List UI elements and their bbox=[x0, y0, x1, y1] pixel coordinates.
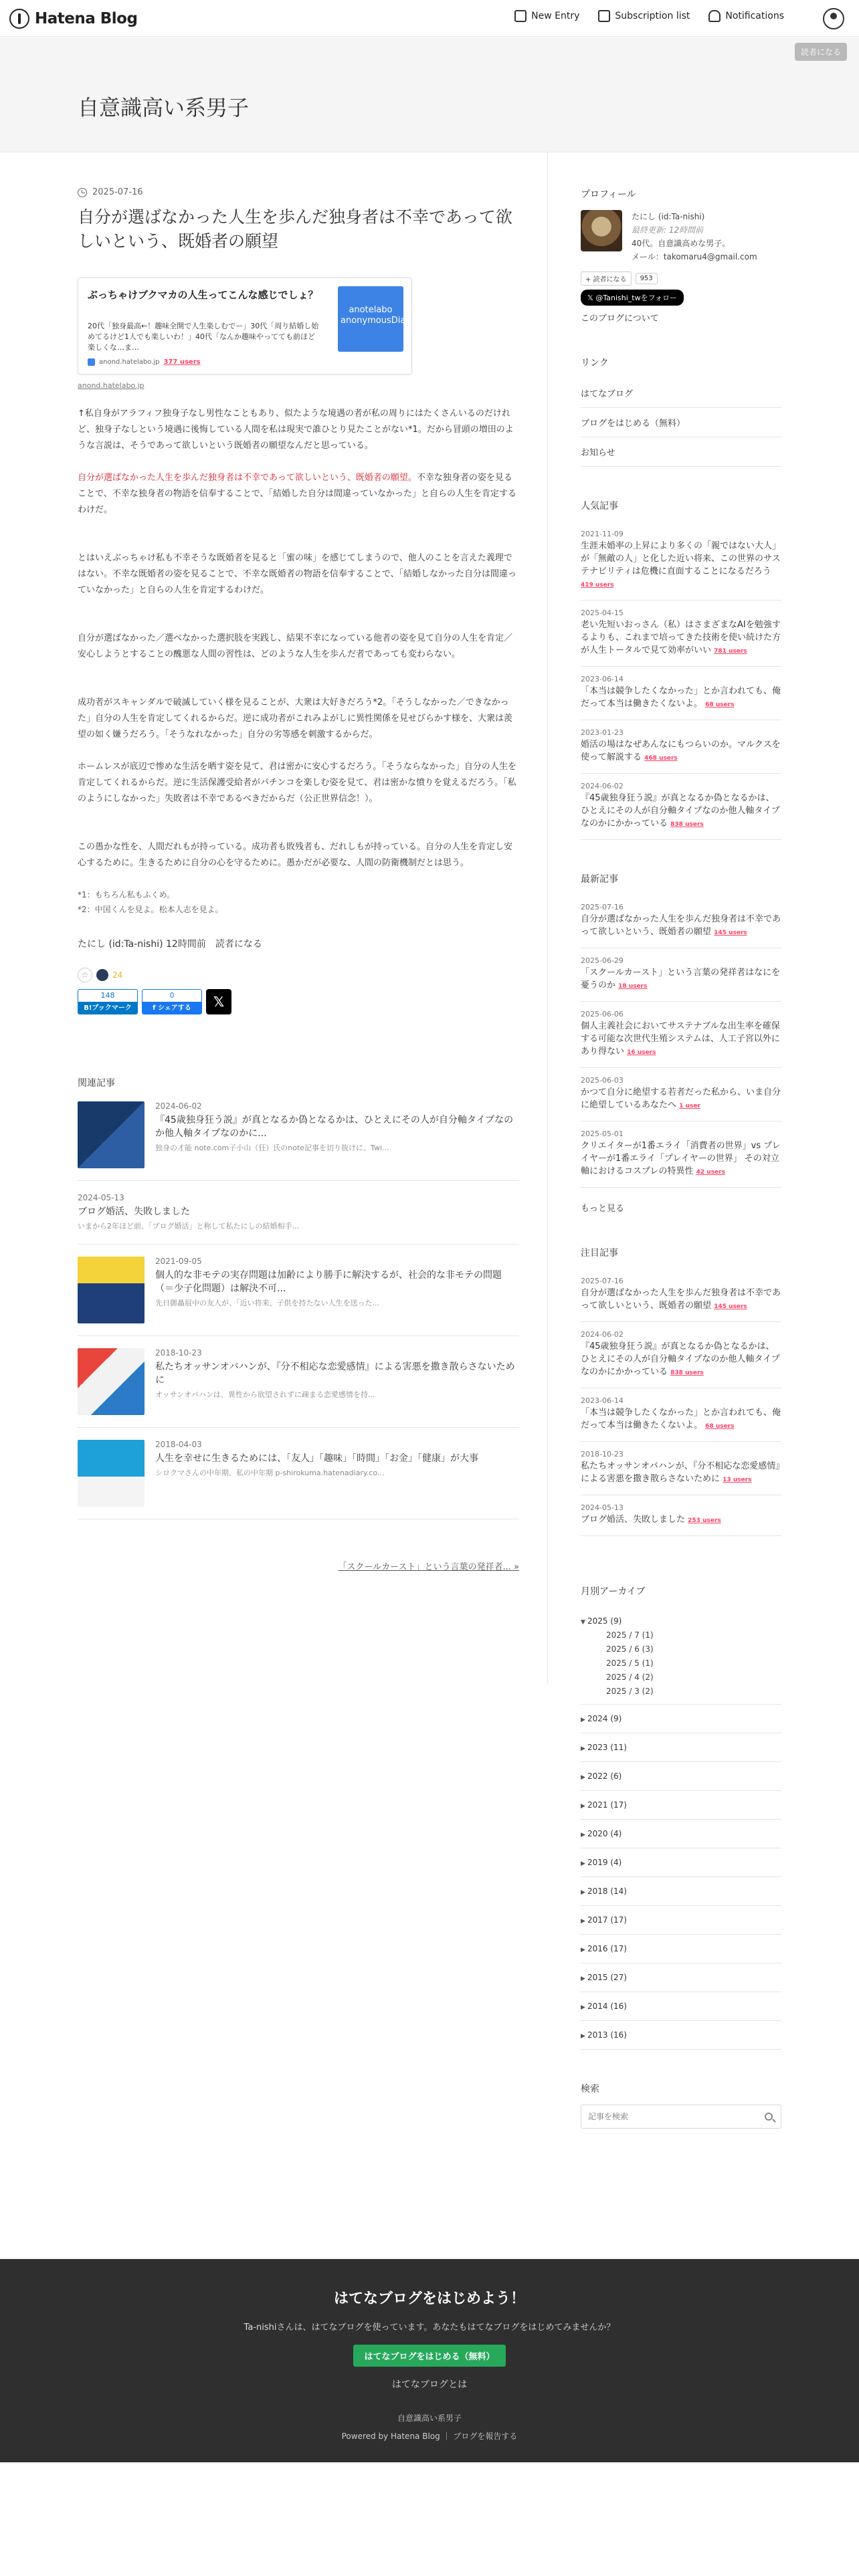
bell-icon bbox=[708, 10, 721, 22]
users-badge[interactable]: 68 users bbox=[705, 1423, 735, 1430]
logo-text: Hatena Blog bbox=[35, 10, 138, 27]
caret-right-icon: ▶ bbox=[581, 2004, 585, 2011]
new-entry-label: New Entry bbox=[531, 11, 580, 21]
entry-date-text[interactable]: 2025-07-16 bbox=[92, 187, 143, 197]
profile-bio: 40代。自意識高めな男子。 bbox=[632, 239, 731, 248]
article-column bbox=[78, 187, 519, 1572]
related-date: 2021-09-05 bbox=[155, 1257, 202, 1266]
search-section bbox=[581, 2082, 781, 2129]
recent-section bbox=[581, 872, 781, 1214]
related-date: 2018-04-03 bbox=[155, 1440, 202, 1449]
users-badge[interactable]: 781 users bbox=[714, 648, 747, 655]
caret-right-icon: ▶ bbox=[581, 1745, 585, 1752]
archive-year-label: 2024 (9) bbox=[587, 1714, 622, 1723]
embed-title: ぶっちゃけブクマカの人生ってこんな感じでしょ？ bbox=[88, 289, 318, 301]
entry-title-text[interactable]: ブログ婚活、失敗しました bbox=[581, 1515, 686, 1525]
entry-title-text[interactable]: 老い先短いおっさん（私）はさまざまなAIを勉強するよりも、これまで培ってきた技術を使い続けた方が人生トータルで見て効率がいい bbox=[581, 620, 781, 655]
entry-title bbox=[581, 913, 781, 940]
popular-entry[interactable] bbox=[581, 720, 781, 774]
entry-title bbox=[581, 685, 781, 712]
entry-date: 2025-07-16 bbox=[581, 1277, 624, 1285]
users-badge[interactable]: 838 users bbox=[670, 1370, 704, 1376]
related-title[interactable]: ブログ婚活、失敗しました bbox=[78, 1206, 190, 1217]
notifications-label: Notifications bbox=[725, 11, 784, 21]
archive-year[interactable] bbox=[581, 1935, 781, 1963]
archive-year[interactable] bbox=[581, 1705, 781, 1733]
footer-description: Ta-nishiさんは、はてなブログを使っています。あなたもはてなブログをはじめてみませんか？ bbox=[244, 2323, 615, 2333]
users-badge[interactable]: 13 users bbox=[723, 1477, 752, 1483]
users-badge[interactable]: 18 users bbox=[618, 983, 648, 990]
add-star-icon[interactable]: ☆ bbox=[78, 968, 92, 982]
caret-right-icon: ▶ bbox=[581, 1918, 585, 1925]
entry-title-text[interactable]: かつて自分に絶望する若者だった私から、いま自分に絶望しているあなたへ bbox=[581, 1087, 781, 1110]
profile bbox=[581, 210, 781, 263]
archive-year[interactable] bbox=[581, 1992, 781, 2021]
star-row bbox=[78, 968, 519, 982]
sidebar bbox=[581, 187, 781, 2129]
related-thumbnail bbox=[78, 1348, 145, 1415]
entry-date: 2024-06-02 bbox=[581, 782, 624, 790]
archive-year-label: 2021 (17) bbox=[587, 1800, 627, 1810]
next-entry-link[interactable]: 「スクールカースト」という言葉の発祥者... » bbox=[338, 1562, 519, 1572]
caret-right-icon: ▶ bbox=[581, 1717, 585, 1723]
archive-year-label: 2022 (6) bbox=[587, 1772, 622, 1781]
archive-year[interactable] bbox=[581, 1791, 781, 1820]
entry-title[interactable]: 自分が選ばなかった人生を歩んだ独身者は不幸であって欲しいという、既婚者の願望 bbox=[78, 207, 512, 251]
archive-year-open[interactable] bbox=[581, 1607, 781, 1628]
archive-month[interactable]: 2025 / 6 (3) bbox=[606, 1644, 654, 1654]
recent-heading: 最新記事 bbox=[581, 874, 618, 885]
featured-entry[interactable] bbox=[581, 1269, 781, 1322]
footnote-2: *2：中国くんを見よ。松本人志を見よ。 bbox=[78, 905, 223, 914]
users-badge[interactable]: 42 users bbox=[696, 1169, 725, 1176]
featured-section bbox=[581, 1246, 781, 1536]
related-thumbnail bbox=[78, 1257, 145, 1323]
popular-section bbox=[581, 499, 781, 840]
archive-year-label: 2020 (4) bbox=[587, 1829, 622, 1838]
users-badge[interactable]: 253 users bbox=[688, 1517, 721, 1524]
caret-right-icon: ▶ bbox=[581, 2033, 585, 2040]
archive-year[interactable] bbox=[581, 1733, 781, 1762]
archive-month[interactable]: 2025 / 5 (1) bbox=[606, 1658, 654, 1668]
related-body bbox=[155, 1257, 519, 1323]
more-link[interactable]: もっと見る bbox=[581, 1204, 625, 1214]
archive-year[interactable] bbox=[581, 1762, 781, 1791]
link-item[interactable]: はてなブログ bbox=[581, 379, 781, 408]
entry-title bbox=[581, 619, 781, 658]
users-badge[interactable]: 419 users bbox=[581, 582, 614, 588]
entry-title-text[interactable]: 私たちオッサンオバハンが、『分不相応な恋愛感情』による害悪を撒き散らさないために bbox=[581, 1461, 780, 1484]
archive-year-label: 2017 (17) bbox=[587, 1915, 627, 1925]
featured-entry[interactable] bbox=[581, 1322, 781, 1388]
x-follow-button[interactable]: 𝕏 @Tanishi_twをフォロー bbox=[581, 290, 684, 306]
links-heading: リンク bbox=[581, 358, 609, 368]
users-badge[interactable]: 468 users bbox=[644, 755, 678, 762]
caret-down-icon: ▼ bbox=[581, 1619, 585, 1626]
entry-title bbox=[581, 1460, 781, 1487]
entry-date: 2025-05-01 bbox=[581, 1130, 624, 1138]
popular-entry[interactable] bbox=[581, 774, 781, 840]
footnotes bbox=[78, 887, 519, 917]
recent-entry[interactable] bbox=[581, 1002, 781, 1068]
featured-entry[interactable] bbox=[581, 1495, 781, 1536]
archive-year-label: 2014 (16) bbox=[587, 2002, 627, 2011]
archive-section bbox=[581, 1584, 781, 2050]
related-snippet: オッサンオバハンは、異性から欲望されずに疎まる恋愛感情を持... bbox=[155, 1390, 375, 1399]
entry-title-text[interactable]: 婚活の場はなぜあんなにもつらいのか。マルクスを使って解説する bbox=[581, 740, 781, 762]
powered-by[interactable]: Powered by Hatena Blog ｜ ブログを報告する bbox=[341, 2432, 518, 2441]
author-line[interactable]: たにし (id:Ta-nishi) 12時間前 読者になる bbox=[78, 939, 262, 950]
share-buttons bbox=[78, 989, 519, 1014]
profile-heading: プロフィール bbox=[581, 189, 636, 200]
related-date: 2018-10-23 bbox=[155, 1348, 202, 1358]
featured-heading: 注目記事 bbox=[581, 1248, 618, 1259]
caret-right-icon: ▶ bbox=[581, 1947, 585, 1953]
user-avatar-icon[interactable] bbox=[823, 8, 844, 29]
subscribe-button[interactable]: 読者になる bbox=[795, 43, 847, 61]
related-body bbox=[155, 1348, 519, 1415]
paragraph: とはいえぶっちゃけ私も不幸そうな既婚者を見ると「蜜の味」を感じてしまうので、他人のことを言えた義理ではない。不幸な既婚者の姿を見ることで、不幸な既婚者の物語を信奉することで、「結婚しなかった自分は間違っていなかった」と自らの人生を肯定するわけだ。 bbox=[78, 553, 516, 595]
start-blog-button[interactable]: はてなブログをはじめる（無料） bbox=[353, 2345, 505, 2367]
embed-thumbnail: anotelabo anonymousDia bbox=[338, 286, 403, 352]
search-icon[interactable] bbox=[765, 2113, 773, 2121]
entry-title-text[interactable]: 「本当は競争したくなかった」とか言われても、俺だって本当は働きたくないよ。 bbox=[581, 1408, 781, 1430]
archive-year[interactable] bbox=[581, 1963, 781, 1992]
entry-title-text[interactable]: クリエイターが1番エライ「消費者の世界」vs プレイヤーが1番エライ「プレイヤーの世界」 その対立軸におけるコスプレの特異性 bbox=[581, 1141, 781, 1176]
archive-year[interactable] bbox=[581, 1820, 781, 1848]
related-list bbox=[78, 1089, 519, 1519]
recent-entry[interactable] bbox=[581, 1068, 781, 1121]
entry-title-text[interactable]: 『45歳独身狂う説』が真となるか偽となるかは、ひとえにその人が自分軸タイプなのか他人軸タイプなのかにかかっている bbox=[581, 793, 780, 829]
users-badge[interactable]: 1 user bbox=[679, 1103, 700, 1109]
clock-icon bbox=[78, 188, 87, 197]
profile-mail: メール：takomaru4@gmail.com bbox=[632, 252, 757, 261]
entry-date: 2025-06-03 bbox=[581, 1076, 624, 1085]
entry-date bbox=[78, 187, 519, 197]
paragraph: 自分が選ばなかった／選べなかった選択肢を実践し、結果不幸になっている他者の姿を見て自分の人生を肯定／安心しようとすることの醜悪な人間の習性は、どのような人生を歩んだ者であっても変わらない。 bbox=[78, 633, 513, 659]
embed-site: anond.hatelabo.jp bbox=[99, 358, 160, 366]
follow-blog-button[interactable]: + 読者になる bbox=[581, 272, 632, 286]
archive-heading: 月別アーカイブ bbox=[581, 1586, 646, 1597]
entry-date: 2024-06-02 bbox=[581, 1330, 624, 1339]
pencil-icon bbox=[514, 10, 527, 22]
link-item[interactable]: ブログをはじめる（無料） bbox=[581, 408, 781, 437]
caret-right-icon: ▶ bbox=[581, 1774, 585, 1781]
entry-date: 2021-11-09 bbox=[581, 530, 624, 538]
related-item[interactable] bbox=[78, 1245, 519, 1336]
related-body bbox=[155, 1440, 519, 1507]
archive-year[interactable] bbox=[581, 1848, 781, 1877]
paragraph: ↑私自身がアラフィフ独身子なし男性なこともあり、似たような境遇の者が私の周りにはたくさんいるのだけれど、独身子なしという境遇に後悔している人間を私は現実で誰ひとり見たことがない*1。だから冒頭の増田のような言説は、そうであって欲しいという既婚者の願望なんだと思っている。 bbox=[78, 409, 514, 451]
search-input[interactable] bbox=[581, 2105, 755, 2128]
entry-title-text[interactable]: 「本当は競争したくなかった」とか言われても、俺だって本当は働きたくないよ。 bbox=[581, 686, 781, 709]
related-snippet: 先日御贔屓中の友人が、「近い将来、子供を持たない人生を送った... bbox=[155, 1299, 379, 1307]
subscription-list-link[interactable] bbox=[598, 10, 690, 22]
related-item[interactable] bbox=[78, 1089, 519, 1181]
entry-title bbox=[581, 540, 781, 592]
related-snippet: 独身の才能 note.com子小山（狂）氏のnote記事を切り抜けに、Twi... bbox=[155, 1144, 389, 1152]
entry-date: 2018-10-23 bbox=[581, 1450, 624, 1459]
entry-title-text[interactable]: 「スクールカースト」という言葉の発祥者はなにを憂うのか bbox=[581, 968, 781, 990]
embed-description: 20代「独身最高←！趣味全開で人生楽しむでー」30代「周り結婚し始めてるけど1人でも楽しいわ！」40代「なんか趣味やってても前ほど楽しくな…ま… bbox=[88, 322, 319, 352]
paragraph: ホームレスが底辺で惨めな生活を晒す姿を見て、君は密かに安心するだろう。「そうならなかった」自分の人生を肯定してくれるからだ。逆に生活保護受給者がパチンコを楽しむ姿を見て、君は密かな憤りを覚えるだろう。「私のようにしなかった」失敗者は不幸であるべきだからだ（公正世界信念！）。 bbox=[78, 762, 516, 804]
column-divider bbox=[547, 152, 548, 1684]
archive-year[interactable] bbox=[581, 1877, 781, 1906]
archive-year-label: 2025 (9) bbox=[587, 1616, 622, 1626]
follow-row bbox=[581, 272, 781, 286]
entry-date: 2023-06-14 bbox=[581, 1396, 624, 1405]
entry-title bbox=[581, 966, 781, 993]
star-user-avatar[interactable] bbox=[96, 969, 108, 981]
embedded-link-card[interactable] bbox=[78, 278, 412, 374]
search-heading: 検索 bbox=[581, 2084, 599, 2095]
archive-month[interactable]: 2025 / 3 (2) bbox=[581, 1685, 781, 1705]
related-date: 2024-05-13 bbox=[78, 1193, 124, 1202]
fb-label: f シェアする bbox=[142, 1002, 201, 1014]
entry-title-text[interactable]: 自分が選ばなかった人生を歩んだ独身者は不幸であって欲しいという、既婚者の願望 bbox=[581, 914, 781, 937]
recent-entry[interactable] bbox=[581, 1121, 781, 1188]
entry-title bbox=[581, 792, 781, 831]
highlighted-text: 自分が選ばなかった人生を歩んだ独身者は不幸であって欲しいという、既婚者の願望。 bbox=[78, 473, 417, 483]
site-favicon-icon bbox=[88, 358, 95, 366]
profile-name[interactable]: たにし (id:Ta-nishi) bbox=[632, 212, 705, 221]
popular-entry[interactable] bbox=[581, 667, 781, 720]
recent-entry[interactable] bbox=[581, 948, 781, 1002]
footnote-1: *1：もちろん私もふくめ。 bbox=[78, 890, 175, 899]
profile-updated: 最終更新: 12時間前 bbox=[632, 225, 704, 235]
archive-month[interactable]: 2025 / 4 (2) bbox=[606, 1673, 654, 1682]
users-badge[interactable]: 838 users bbox=[670, 821, 704, 828]
entry-date: 2025-07-16 bbox=[581, 903, 624, 911]
entry-title bbox=[581, 1287, 781, 1313]
subscription-list-label: Subscription list bbox=[615, 11, 690, 21]
related-title[interactable]: 個人的な非モテの実存問題は加齢により勝手に解決するが、社会的な非モテの問題（＝少子化問題）は解決不可... bbox=[155, 1270, 502, 1294]
archive-year-label: 2018 (14) bbox=[587, 1887, 627, 1896]
caret-right-icon: ▶ bbox=[581, 1889, 585, 1896]
search-box bbox=[581, 2105, 781, 2129]
archive-year[interactable] bbox=[581, 2021, 781, 2050]
caret-right-icon: ▶ bbox=[581, 1803, 585, 1810]
related-thumbnail bbox=[78, 1440, 145, 1507]
recent-entry[interactable] bbox=[581, 895, 781, 948]
related-snippet: シロクマさんの中年期、私の中年期 p-shirokuma.hatenadiary.co... bbox=[155, 1469, 385, 1477]
links-section bbox=[581, 356, 781, 467]
embed-footer bbox=[88, 358, 201, 366]
entry-title bbox=[581, 1020, 781, 1059]
bookmark-label: B!ブックマーク bbox=[78, 1002, 137, 1014]
facebook-share-button[interactable] bbox=[142, 989, 202, 1014]
star-count: 24 bbox=[112, 970, 123, 980]
about-blog-link[interactable]: このブログについて bbox=[581, 314, 659, 324]
blog-header bbox=[0, 37, 859, 152]
users-badge[interactable]: 145 users bbox=[714, 930, 747, 936]
notifications-link[interactable] bbox=[708, 10, 784, 22]
featured-entry[interactable] bbox=[581, 1442, 781, 1495]
blog-title[interactable]: 自意識高い系男子 bbox=[78, 95, 250, 120]
paragraph: この愚かな性を、人間だれもが持っている。成功者も敗残者も、だれしもが持っている。自分の人生を肯定し安心するために。生きるために自分の心を守るために。愚かだが必要な、人間の防衛機制だとは思う。 bbox=[78, 842, 513, 868]
footer-title: はてなブログをはじめよう！ bbox=[333, 2290, 525, 2307]
profile-avatar[interactable] bbox=[581, 210, 622, 251]
related-body bbox=[78, 1193, 519, 1232]
hatena-blog-logo[interactable] bbox=[9, 8, 137, 29]
caret-right-icon: ▶ bbox=[581, 1860, 585, 1867]
entry-date: 2025-06-06 bbox=[581, 1010, 624, 1018]
x-share-button[interactable]: 𝕏 bbox=[206, 989, 231, 1014]
entry-title bbox=[581, 1140, 781, 1179]
archive-month[interactable]: 2025 / 7 (1) bbox=[606, 1630, 654, 1640]
users-badge[interactable]: 68 users bbox=[705, 702, 735, 708]
source-link[interactable]: anond.hatelabo.jp bbox=[78, 381, 145, 390]
bookmark-count: 148 bbox=[100, 991, 115, 1000]
global-nav bbox=[514, 10, 784, 22]
link-item[interactable]: お知らせ bbox=[581, 437, 781, 467]
about-hatena-blog-link[interactable]: はてなブログとは bbox=[391, 2379, 468, 2390]
entry-title bbox=[581, 1340, 781, 1380]
paragraph-text: 不幸な独身者の姿を見ることで、不幸な独身者の物語を信奉することで、「結婚した自分は間違っていなかった」と自らの人生を肯定するわけだ。 bbox=[78, 473, 516, 515]
archive-year-label: 2013 (16) bbox=[587, 2030, 627, 2040]
featured-entry[interactable] bbox=[581, 1388, 781, 1442]
related-body bbox=[155, 1101, 519, 1168]
related-date: 2024-06-02 bbox=[155, 1101, 202, 1111]
hatena-bookmark-button[interactable] bbox=[78, 989, 138, 1014]
entry-date: 2023-01-23 bbox=[581, 728, 624, 737]
related-item[interactable] bbox=[78, 1428, 519, 1519]
caret-right-icon: ▶ bbox=[581, 1832, 585, 1838]
hatena-logo-icon bbox=[9, 9, 29, 29]
archive-year[interactable] bbox=[581, 1906, 781, 1935]
entry-title-text[interactable]: 生涯未婚率の上昇により多くの「親ではない大人」が「無敵の人」と化した近い将来、この世界のサステナビリティは危機に直面することになるだろう bbox=[581, 541, 781, 576]
related-heading: 関連記事 bbox=[78, 1078, 115, 1089]
paragraph: 成功者がスキャンダルで破滅していく様を見ることが、大衆は大好きだろう*2。「そうしなかった／できなかった」自分の人生を肯定してくれるからだ。逆に成功者がこれみよがしに異性関係を見せびらかす様を、大衆は羨望の如く嫌うだろう。「そうなれなかった」自分の劣等感を刺激するからだ。 bbox=[78, 697, 513, 740]
footer-blog-name[interactable]: 自意識高い系男子 bbox=[397, 2413, 462, 2423]
paragraph bbox=[78, 470, 519, 518]
related-title[interactable]: 『45歳独身狂う説』が真となるか偽となるかは、ひとえにその人が自分軸タイプなのか他人軸タイプなのかに... bbox=[155, 1115, 514, 1139]
global-header bbox=[0, 0, 859, 37]
entry-date: 2025-06-29 bbox=[581, 956, 624, 965]
entry-date: 2023-06-14 bbox=[581, 675, 624, 683]
popular-heading: 人気記事 bbox=[581, 501, 618, 512]
users-badge[interactable]: 16 users bbox=[627, 1049, 656, 1056]
users-badge[interactable]: 145 users bbox=[714, 1303, 747, 1310]
entry-title bbox=[581, 738, 781, 765]
entry-title bbox=[581, 1086, 781, 1113]
popular-entry[interactable] bbox=[581, 522, 781, 601]
archive-year-label: 2016 (17) bbox=[587, 1944, 627, 1953]
entry-title-text[interactable]: 個人主義社会においてサステナブルな出生率を確保する可能な次世代生殖システムは、人工子宮以外にあり得ない bbox=[581, 1021, 780, 1057]
related-thumbnail bbox=[78, 1101, 145, 1168]
follower-count: 953 bbox=[636, 273, 658, 284]
share-area bbox=[78, 968, 519, 1014]
embed-users-badge[interactable]: 377 users bbox=[163, 358, 201, 366]
profile-info bbox=[632, 210, 757, 263]
footer bbox=[0, 2259, 859, 2462]
entry-title-text[interactable]: 自分が選ばなかった人生を歩んだ独身者は不幸であって欲しいという、既婚者の願望 bbox=[581, 1288, 781, 1311]
list-icon bbox=[598, 10, 610, 22]
entry-title bbox=[581, 1406, 781, 1433]
archive-year-label: 2019 (4) bbox=[587, 1858, 622, 1867]
related-title[interactable]: 私たちオッサンオバハンが、『分不相応な恋愛感情』による害悪を撒き散らさないために bbox=[155, 1362, 515, 1386]
entry-date: 2025-04-15 bbox=[581, 609, 624, 617]
archive-year-label: 2015 (27) bbox=[587, 1973, 627, 1982]
archive-year-label: 2023 (11) bbox=[587, 1743, 627, 1752]
new-entry-link[interactable] bbox=[514, 10, 579, 22]
entry-date: 2024-05-13 bbox=[581, 1503, 624, 1512]
entry-title-text[interactable]: 『45歳独身狂う説』が真となるか偽となるかは、ひとえにその人が自分軸タイプなのか他人軸タイプなのかにかかっている bbox=[581, 1341, 780, 1377]
caret-right-icon: ▶ bbox=[581, 1975, 585, 1982]
entry-title bbox=[581, 1513, 781, 1527]
fb-count: 0 bbox=[169, 991, 175, 1000]
related-item[interactable] bbox=[78, 1336, 519, 1428]
related-title[interactable]: 人生を幸せに生きるためには、「友人」「趣味」「時間」「お金」「健康」が大事 bbox=[155, 1453, 478, 1464]
related-snippet: いまから2年ほど前、「ブログ婚活」と称して私たにしの結婚相手... bbox=[78, 1222, 299, 1230]
popular-entry[interactable] bbox=[581, 601, 781, 667]
related-item[interactable] bbox=[78, 1181, 519, 1245]
